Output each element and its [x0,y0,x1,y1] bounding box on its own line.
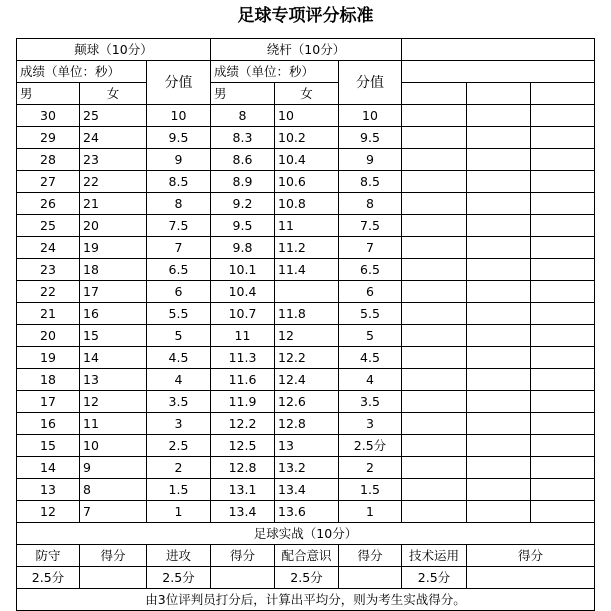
page-title: 足球专项评分标准 [237,6,374,26]
table-cell: 10.4 [211,281,275,303]
empty-cell [467,259,531,281]
table-cell: 4 [339,369,402,391]
table-cell: 9.5 [339,127,402,149]
table-cell: 7 [80,501,147,523]
empty-cell [531,237,595,259]
empty-cell [402,215,467,237]
table-cell: 17 [80,281,147,303]
table-cell: 13.2 [275,457,339,479]
table-cell: 9.2 [211,193,275,215]
table-cell: 3 [147,413,211,435]
table-cell: 12.6 [275,391,339,413]
table-cell: 24 [80,127,147,149]
empty-cell [402,39,595,61]
table-cell: 4 [147,369,211,391]
table-cell: 11.2 [275,237,339,259]
empty-cell [467,325,531,347]
table-cell: 13.1 [211,479,275,501]
table-cell: 6.5 [339,259,402,281]
empty-cell [467,281,531,303]
empty-cell [467,391,531,413]
table-cell: 11.4 [275,259,339,281]
empty-cell [402,61,595,83]
empty-cell [467,413,531,435]
table-row [17,501,595,523]
table-cell: 2 [147,457,211,479]
table-cell: 22 [80,171,147,193]
match-value-cell [339,567,402,589]
empty-cell [467,501,531,523]
match-value-cell: 2.5分 [275,567,339,589]
empty-cell [531,435,595,457]
dribble-result-label: 成绩（单位：秒） [17,61,147,83]
table-cell: 13.4 [275,479,339,501]
table-row [17,215,595,237]
match-label-cell: 配合意识 [275,545,339,567]
table-row [17,105,595,127]
table-cell: 8.9 [211,171,275,193]
table-cell: 12.5 [211,435,275,457]
match-label-cell: 技术运用 [402,545,467,567]
table-cell: 12.4 [275,369,339,391]
empty-cell [467,83,531,105]
table-cell: 7 [339,237,402,259]
empty-cell [531,105,595,127]
empty-cell [402,435,467,457]
pole-score-header: 分值 [339,61,402,105]
empty-cell [402,501,467,523]
table-cell: 24 [17,237,80,259]
empty-cell [467,457,531,479]
table-cell: 2.5分 [339,435,402,457]
pole-female-header: 女 [275,83,339,105]
table-row [17,479,595,501]
table-cell: 12.8 [275,413,339,435]
empty-cell [402,281,467,303]
table-row [17,325,595,347]
empty-cell [531,347,595,369]
table-cell: 1 [339,501,402,523]
empty-cell [531,479,595,501]
empty-cell [531,413,595,435]
empty-cell [402,149,467,171]
table-cell: 10.2 [275,127,339,149]
table-cell: 15 [17,435,80,457]
empty-cell [531,215,595,237]
table-cell: 10.7 [211,303,275,325]
table-cell: 22 [17,281,80,303]
table-row [17,281,595,303]
table-cell: 3 [339,413,402,435]
empty-cell [467,303,531,325]
table-row [17,171,595,193]
table-cell: 1.5 [147,479,211,501]
match-value-cell [80,567,147,589]
table-cell: 7 [147,237,211,259]
table-cell: 3.5 [339,391,402,413]
empty-cell [402,347,467,369]
empty-cell [402,479,467,501]
table-cell: 11 [80,413,147,435]
empty-cell [402,171,467,193]
table-cell: 10 [147,105,211,127]
empty-cell [467,171,531,193]
table-row [17,391,595,413]
match-value-cell [211,567,275,589]
empty-cell [402,369,467,391]
empty-cell [467,215,531,237]
table-cell: 9.5 [211,215,275,237]
table-cell: 7.5 [147,215,211,237]
table-cell: 29 [17,127,80,149]
empty-cell [467,479,531,501]
empty-cell [467,347,531,369]
table-cell: 5.5 [339,303,402,325]
table-cell: 17 [17,391,80,413]
table-cell: 13 [275,435,339,457]
dribble-score-header: 分值 [147,61,211,105]
table-cell: 12 [275,325,339,347]
table-cell: 14 [17,457,80,479]
empty-cell [402,193,467,215]
table-cell: 19 [17,347,80,369]
empty-cell [467,127,531,149]
table-cell: 8.5 [147,171,211,193]
table-row [17,127,595,149]
match-label-cell: 得分 [80,545,147,567]
empty-cell [531,171,595,193]
dribble-female-header: 女 [80,83,147,105]
table-cell: 27 [17,171,80,193]
pole-header: 绕杆（10分） [211,39,402,61]
table-cell: 10.1 [211,259,275,281]
match-value-cell: 2.5分 [17,567,80,589]
table-cell: 1.5 [339,479,402,501]
table-cell: 8.6 [211,149,275,171]
match-label-cell: 得分 [339,545,402,567]
table-cell: 18 [17,369,80,391]
table-cell: 2.5 [147,435,211,457]
empty-cell [402,237,467,259]
table-cell: 10.6 [275,171,339,193]
table-cell: 12.2 [211,413,275,435]
empty-cell [467,237,531,259]
table-cell: 11 [211,325,275,347]
table-row [17,457,595,479]
empty-cell [402,413,467,435]
empty-cell [467,435,531,457]
table-cell: 5 [339,325,402,347]
table-cell: 25 [80,105,147,127]
table-cell: 6.5 [147,259,211,281]
pole-male-header: 男 [211,83,275,105]
table-cell: 13 [80,369,147,391]
empty-cell [402,325,467,347]
empty-cell [531,369,595,391]
table-cell: 15 [80,325,147,347]
table-cell: 10 [80,435,147,457]
table-cell: 18 [80,259,147,281]
match-header: 足球实战（10分） [17,523,595,545]
table-cell: 12.8 [211,457,275,479]
empty-cell [467,105,531,127]
empty-cell [531,127,595,149]
empty-cell [531,83,595,105]
table-cell: 23 [17,259,80,281]
match-note: 由3位评判员打分后，计算出平均分，则为考生实战得分。 [17,589,595,611]
empty-cell [402,105,467,127]
empty-cell [531,303,595,325]
table-cell: 9 [80,457,147,479]
empty-cell [531,391,595,413]
table-row [17,237,595,259]
empty-cell [531,457,595,479]
empty-cell [402,457,467,479]
table-cell: 25 [17,215,80,237]
empty-cell [467,149,531,171]
table-cell: 9.5 [147,127,211,149]
table-cell: 9.8 [211,237,275,259]
empty-cell [531,259,595,281]
table-cell [275,281,339,303]
table-cell: 4.5 [147,347,211,369]
table-row [17,435,595,457]
table-cell: 14 [80,347,147,369]
table-cell: 19 [80,237,147,259]
match-value-cell: 2.5分 [402,567,467,589]
match-label-cell: 防守 [17,545,80,567]
table-row [17,347,595,369]
empty-cell [402,127,467,149]
match-label-cell: 进攻 [147,545,211,567]
table-cell: 13.6 [275,501,339,523]
empty-cell [402,83,467,105]
table-cell: 8.3 [211,127,275,149]
table-cell: 8 [211,105,275,127]
empty-cell [467,193,531,215]
empty-cell [531,281,595,303]
table-cell: 8 [80,479,147,501]
empty-cell [402,259,467,281]
table-cell: 16 [17,413,80,435]
table-row [17,369,595,391]
table-cell: 13 [17,479,80,501]
table-cell: 6 [339,281,402,303]
table-cell: 13.4 [211,501,275,523]
empty-cell [467,369,531,391]
table-cell: 12 [80,391,147,413]
table-cell: 10 [275,105,339,127]
match-label-cell: 得分 [467,545,595,567]
table-cell: 8 [147,193,211,215]
table-row [17,259,595,281]
table-cell: 10.4 [275,149,339,171]
table-cell: 23 [80,149,147,171]
table-cell: 21 [17,303,80,325]
table-row [17,413,595,435]
table-cell: 26 [17,193,80,215]
empty-cell [531,193,595,215]
table-cell: 5.5 [147,303,211,325]
empty-cell [531,501,595,523]
match-label-cell: 得分 [211,545,275,567]
table-cell: 20 [80,215,147,237]
table-row [17,193,595,215]
table-cell: 12 [17,501,80,523]
table-cell: 3.5 [147,391,211,413]
empty-cell [531,325,595,347]
empty-cell [402,391,467,413]
pole-result-label: 成绩（单位：秒） [211,61,339,83]
table-row [17,149,595,171]
table-row [17,303,595,325]
table-cell: 7.5 [339,215,402,237]
table-cell: 1 [147,501,211,523]
empty-cell [531,149,595,171]
table-cell: 21 [80,193,147,215]
table-cell: 8.5 [339,171,402,193]
table-cell: 2 [339,457,402,479]
empty-cell [402,303,467,325]
scoring-table [16,38,595,611]
table-cell: 9 [147,149,211,171]
table-cell: 6 [147,281,211,303]
table-cell: 9 [339,149,402,171]
match-value-cell: 2.5分 [147,567,211,589]
match-value-cell [467,567,595,589]
dribble-header: 颠球（10分） [17,39,211,61]
dribble-male-header: 男 [17,83,80,105]
table-cell: 10.8 [275,193,339,215]
table-cell: 12.2 [275,347,339,369]
table-cell: 11.6 [211,369,275,391]
table-cell: 4.5 [339,347,402,369]
table-cell: 8 [339,193,402,215]
table-cell: 5 [147,325,211,347]
table-cell: 11.9 [211,391,275,413]
table-cell: 11.8 [275,303,339,325]
table-cell: 20 [17,325,80,347]
table-cell: 11 [275,215,339,237]
table-cell: 30 [17,105,80,127]
table-cell: 28 [17,149,80,171]
table-cell: 16 [80,303,147,325]
table-cell: 10 [339,105,402,127]
table-cell: 11.3 [211,347,275,369]
